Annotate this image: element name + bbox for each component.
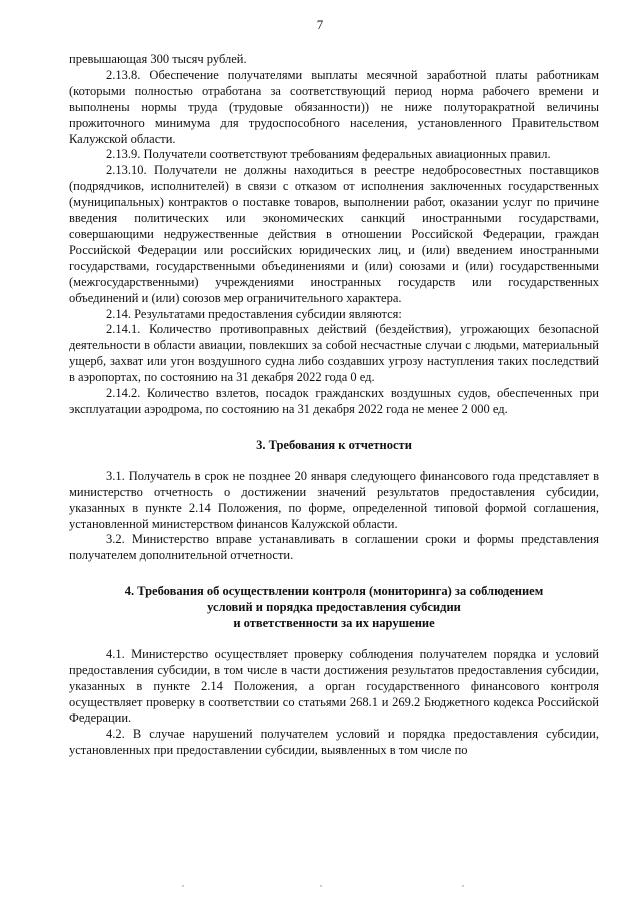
spacer [69, 631, 599, 647]
scan-artifacts [0, 885, 640, 891]
paragraph-2-13-9: 2.13.9. Получатели соответствуют требованиям федеральных авиационных правил. [106, 147, 551, 162]
paragraph-4-1: 4.1. Министерство осуществляет проверку соблюдения получателем порядка и условий предоставления субсидии, в том числе в части достижения результатов предоставления субсидии, указанных в пункте 2.14 Положения, а орган государственного финансового контроля осуществляет проверку в соответствии со статьями 268.1 и 269.2 Бюджетного кодекса Российской Федерации. [69, 647, 599, 725]
document-body [69, 52, 599, 759]
scan-dot [462, 885, 464, 887]
paragraph-2-14: 2.14. Результатами предоставления субсидии являются: [106, 306, 402, 321]
scan-dot [182, 885, 184, 887]
page-number: 7 [316, 17, 324, 32]
spacer [69, 564, 599, 583]
paragraph-3-2: 3.2. Министерство вправе устанавливать в соглашении сроки и формы представления получателем дополнительной отчетности. [69, 532, 599, 563]
paragraph-2-13-8: 2.13.8. Обеспечение получателями выплаты месячной заработной платы работникам (которыми полностью отработана за соответствующий период норма рабочего времени и выполнены нормы труда (трудовые обязанности)) не ниже полуторакратной величины прожиточного минимума для трудоспособного населения, установленного Правительством Калужской области. [69, 67, 599, 146]
section-4-heading-line-1: 4. Требования об осуществлении контроля (мониторинга) за соблюдением [124, 584, 544, 599]
paragraph-2-13-10: 2.13.10. Получатели не должны находиться в реестре недобросовестных поставщиков (подрядчиков, исполнителей) в связи с отказом от исполнения заключенных государственных (муниципальных) контрактов о поставке товаров, выполнении работ, оказании услуг по причине введения политических или экономических санкций иностранными государствами, совершающими недружественные действия в отношении Российской Федерации, граждан Российской Федерации или российских юридических лиц, и (или) введением иностранными государствами, государственными объединениями и (или) союзами и (или) государственными (межгосударственными) учреждениями иностранных государств или государственных объединений и (или) союзов мер ограничительного характера. [69, 163, 599, 305]
section-4-heading-line-3: и ответственности за их нарушение [233, 616, 435, 631]
scan-dot [320, 885, 322, 887]
spacer [69, 453, 599, 469]
section-3-heading: 3. Требования к отчетности [256, 437, 412, 452]
spacer [69, 418, 599, 437]
section-4-heading-line-2: условий и порядка предоставления субсидии [207, 600, 461, 615]
paragraph-3-1: 3.1. Получатель в срок не позднее 20 января следующего финансового года представляет в министерство отчетность о достижении значений результатов предоставления субсидии, указанных в пункте 2.14 Положения, по форме, определенной типовой формой соглашения, установленной министерством финансов Калужской области. [69, 468, 599, 531]
paragraph-continuation: превышающая 300 тысяч рублей. [69, 52, 247, 66]
paragraph-2-14-2: 2.14.2. Количество взлетов, посадок гражданских воздушных судов, обеспеченных при эксплуатации аэродрома, по состоянию на 31 декабря 2022 года не менее 2 000 ед. [69, 386, 599, 416]
paragraph-4-2: 4.2. В случае нарушений получателем условий и порядка предоставления субсидии, установленных при предоставлении субсидии, выявленных в том числе по [69, 726, 599, 757]
paragraph-2-14-1: 2.14.1. Количество противоправных действий (бездействия), угрожающих безопасной деятельности в области авиации, повлекших за собой несчастные случаи с людьми, материальный ущерб, захват или угон воздушного судна либо создавших угрозу наступления таких последствий в аэропортах, по состоянию на 31 декабря 2022 года 0 ед. [69, 322, 599, 385]
